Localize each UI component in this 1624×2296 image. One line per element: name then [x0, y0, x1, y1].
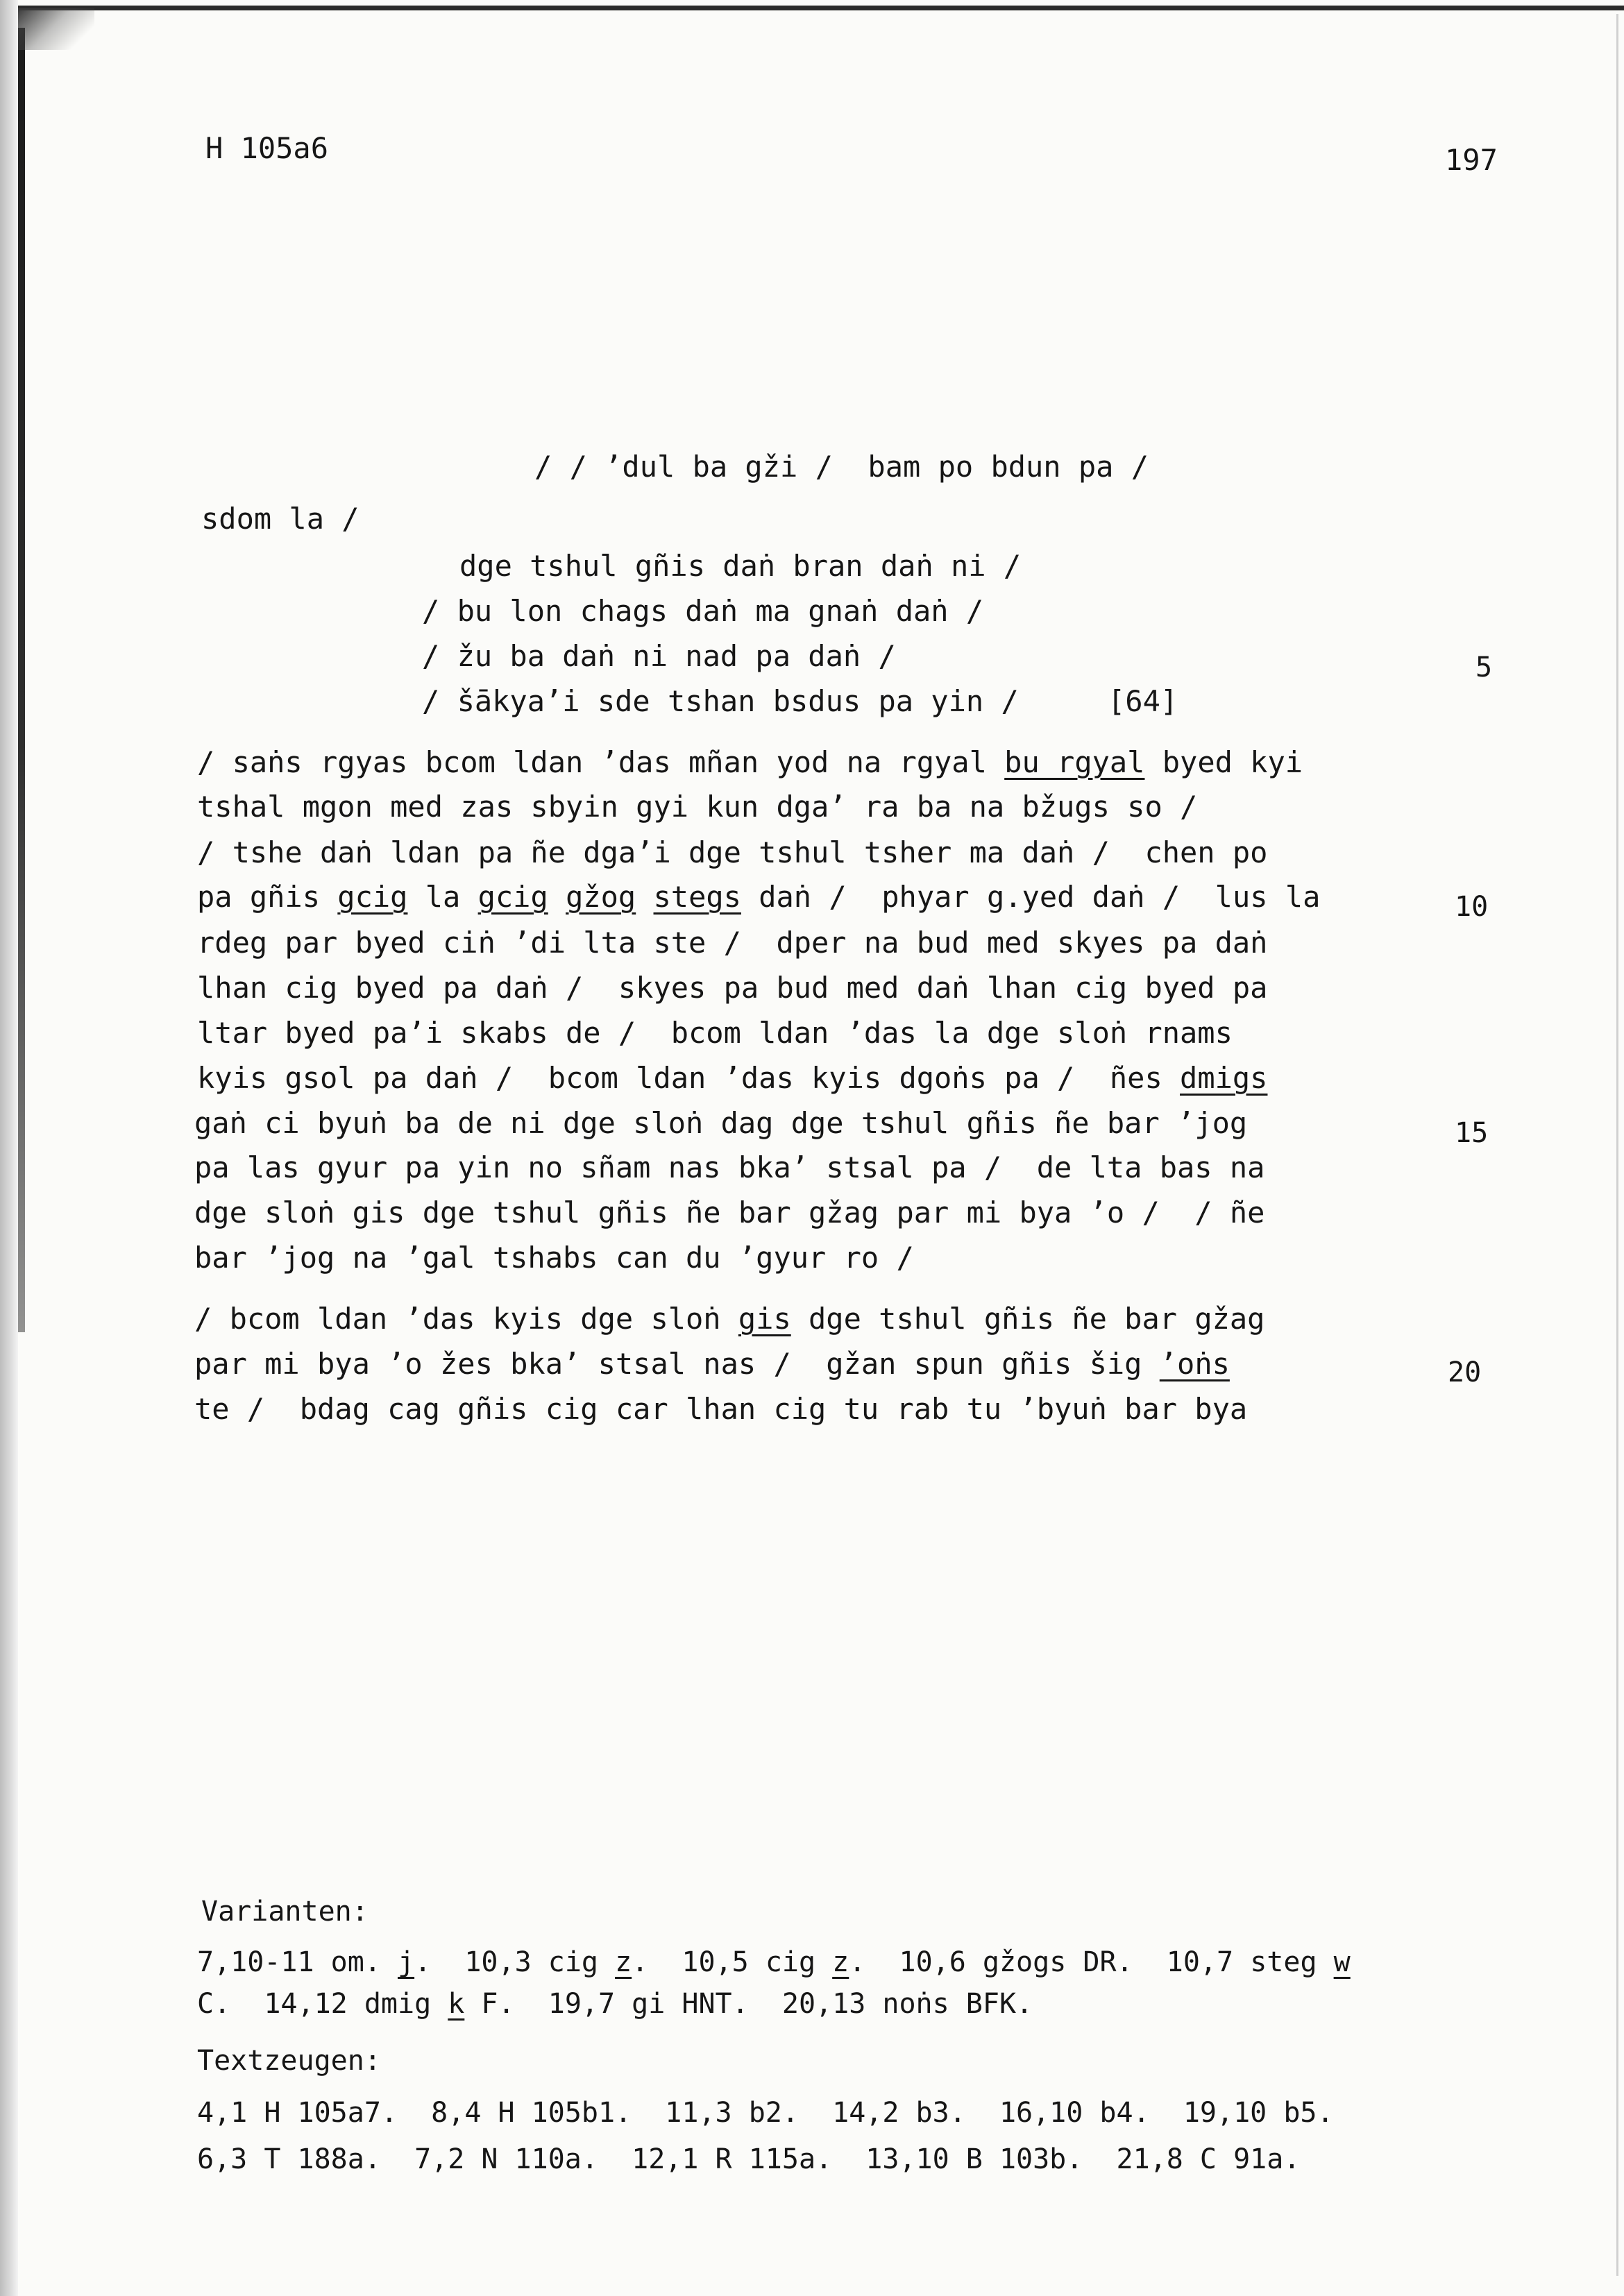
- top-border: [18, 6, 1624, 10]
- underlined-term: stegs: [653, 880, 741, 914]
- verse-line: / žu ba daṅ ni nad pa daṅ /: [422, 639, 896, 673]
- underlined-siglum: z: [832, 1946, 849, 1978]
- prose-line: bar ’jog na ’gal tshabs can du ’gyur ro /: [194, 1241, 914, 1275]
- verse-line: / bu lon chags daṅ ma gnaṅ daṅ /: [422, 594, 984, 628]
- underlined-term: gžog: [566, 880, 636, 914]
- folio-reference: H 105a6: [205, 131, 329, 165]
- prose-line: par mi bya ’o žes bka’ stsal nas / gžan spun gñis šig ’oṅs: [194, 1347, 1230, 1381]
- prose-line: pa las gyur pa yin no sñam nas bka’ stsal pa / de lta bas na: [194, 1150, 1265, 1184]
- underlined-siglum: j: [397, 1946, 415, 1978]
- underlined-siglum: k: [448, 1988, 465, 2020]
- prose-line: / bcom ldan ’das kyis dge sloṅ gis dge tshul gñis ñe bar gžag: [194, 1302, 1265, 1336]
- underlined-term: gis: [738, 1302, 791, 1336]
- verse-lead: sdom la /: [201, 502, 360, 536]
- underlined-term: bu rgyal: [1004, 745, 1145, 779]
- page-number: 197: [1445, 143, 1498, 177]
- page-edge-shadow: [0, 0, 18, 2296]
- underlined-term: gcig: [477, 880, 548, 914]
- prose-line: kyis gsol pa daṅ / bcom ldan ’das kyis dgoṅs pa / ñes dmigs: [197, 1061, 1268, 1095]
- prose-line: te / bdag cag gñis cig car lhan cig tu rab tu ’byuṅ bar bya: [194, 1392, 1248, 1426]
- line-number: 10: [1455, 891, 1489, 923]
- underlined-siglum: z: [615, 1946, 632, 1978]
- varianten-line: C. 14,12 dmig k F. 19,7 gi HNT. 20,13 noṅs BFK.: [197, 1988, 1033, 2020]
- underlined-term: dmigs: [1180, 1061, 1268, 1095]
- chapter-title-line: / / ’dul ba gži / bam po bdun pa /: [534, 450, 1149, 484]
- prose-line: gaṅ ci byuṅ ba de ni dge sloṅ dag dge tshul gñis ñe bar ’jog: [194, 1106, 1248, 1140]
- underlined-term: gcig: [337, 880, 408, 914]
- right-edge: [1616, 14, 1618, 2276]
- bracket-reference: [64]: [1108, 684, 1178, 718]
- corner-shade: [18, 8, 94, 50]
- verse-line: / šākya’i sde tshan bsdus pa yin /: [422, 684, 1019, 718]
- line-number: 15: [1455, 1117, 1489, 1149]
- varianten-line: 7,10-11 om. j. 10,3 cig z. 10,5 cig z. 10,6 gžogs DR. 10,7 steg w: [197, 1946, 1351, 1978]
- prose-line: rdeg par byed ciṅ ’di lta ste / dper na bud med skyes pa daṅ: [197, 926, 1268, 960]
- textzeugen-line: 4,1 H 105a7. 8,4 H 105b1. 11,3 b2. 14,2 b3. 16,10 b4. 19,10 b5.: [197, 2097, 1334, 2129]
- prose-line: / tshe daṅ ldan pa ñe dga’i dge tshul tsher ma daṅ / chen po: [197, 835, 1268, 869]
- textzeugen-heading: Textzeugen:: [197, 2045, 381, 2077]
- prose-line: / saṅs rgyas bcom ldan ’das mñan yod na rgyal bu rgyal byed kyi: [197, 745, 1303, 779]
- line-number: 5: [1475, 652, 1493, 683]
- prose-line: lhan cig byed pa daṅ / skyes pa bud med daṅ lhan cig byed pa: [197, 971, 1268, 1005]
- prose-line: pa gñis gcig la gcig gžog stegs daṅ / phyar g.yed daṅ / lus la: [197, 880, 1321, 914]
- binding-edge: [18, 28, 25, 1332]
- textzeugen-line: 6,3 T 188a. 7,2 N 110a. 12,1 R 115a. 13,10 B 103b. 21,8 C 91a.: [197, 2143, 1301, 2175]
- underlined-siglum: w: [1333, 1946, 1351, 1978]
- prose-line: ltar byed pa’i skabs de / bcom ldan ’das la dge sloṅ rnams: [197, 1016, 1233, 1050]
- prose-line: tshal mgon med zas sbyin gyi kun dga’ ra ba na bžugs so /: [197, 790, 1198, 824]
- underlined-term: ’oṅs: [1159, 1347, 1230, 1381]
- verse-line: dge tshul gñis daṅ bran daṅ ni /: [459, 549, 1022, 583]
- varianten-heading: Varianten:: [201, 1896, 369, 1928]
- prose-line: dge sloṅ gis dge tshul gñis ñe bar gžag par mi bya ’o / / ñe: [194, 1196, 1265, 1230]
- line-number: 20: [1448, 1357, 1482, 1388]
